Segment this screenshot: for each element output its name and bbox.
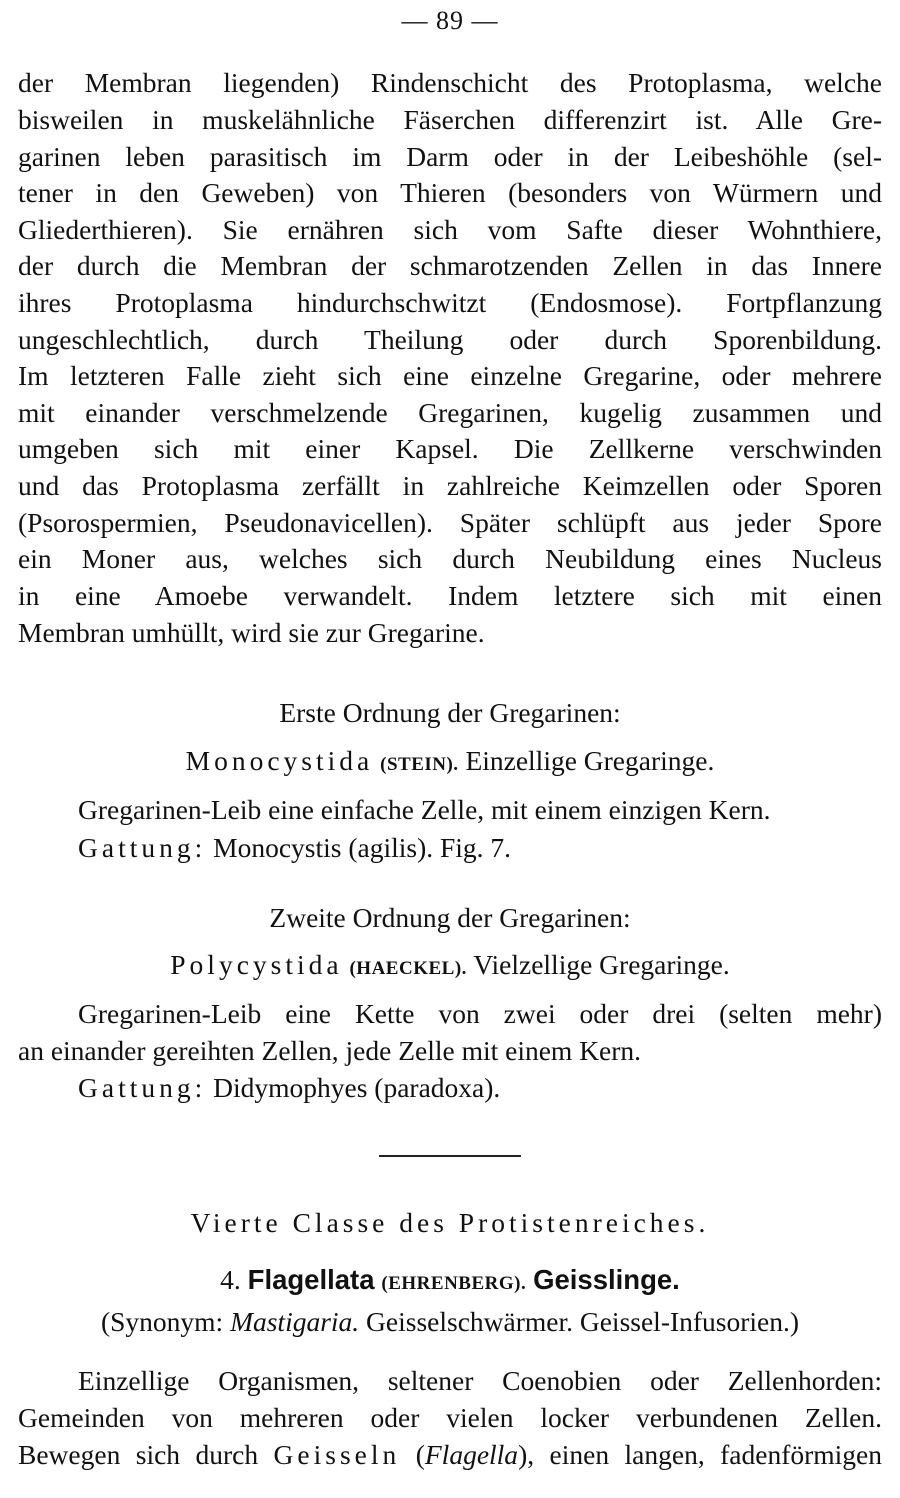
genus-line (78, 833, 882, 863)
synonym-line (0, 1306, 900, 1338)
taxon-author: (STEIN). (380, 754, 459, 775)
class-author: (EHRENBERG). (381, 1273, 527, 1294)
taxon-name: Monocystida (185, 745, 374, 776)
class-name: Flagellata (247, 1264, 375, 1295)
text-line: mit einander verschmelzende Gregarinen, kugelig zusammen und (18, 397, 882, 428)
synonym-label: (Synonym: (100, 1306, 224, 1337)
genus-name: Didymophyes (paradoxa). (213, 1072, 501, 1103)
class-heading: Vierte Classe des Protistenreiches. (190, 1207, 710, 1238)
text-line: ihres Protoplasma hindurchschwitzt (Endosmose). Fortpflanzung (18, 287, 882, 318)
emphasized-term: Geisseln (273, 1439, 401, 1470)
class-number: 4. (220, 1264, 241, 1295)
taxon-name: Polycystida (170, 949, 343, 980)
text-line: Einzellige Organismen, seltener Coenobien oder Zellenhorden: (78, 1365, 882, 1396)
text-line: Gliederthieren). Sie ernähren sich vom Safte dieser Wohnthiere, (18, 214, 882, 245)
text-line (18, 1440, 882, 1470)
text-fragment: (Flagella), einen langen, fadenförmigen (415, 1439, 883, 1470)
text-line: in eine Amoebe verwandelt. Indem letztere sich mit einen (18, 580, 882, 611)
text-line: garinen leben parasitisch im Darm oder in der Leibeshöhle (sel- (18, 141, 882, 172)
text-line: Gemeinden von mehreren oder vielen locker verbundenen Zellen. (18, 1402, 882, 1433)
text-line: der Membran liegenden) Rindenschicht des Protoplasma, welche (18, 67, 882, 98)
text-line: bisweilen in muskelähnliche Fäserchen differenzirt ist. Alle Gre- (18, 104, 882, 135)
text-line: und das Protoplasma zerfällt in zahlreiche Keimzellen oder Sporen (18, 470, 882, 501)
section-divider (379, 1155, 521, 1157)
taxon-author: (HAECKEL). (349, 958, 467, 979)
order-heading: Zweite Ordnung der Gregarinen: (269, 902, 631, 933)
text-line: tener in den Geweben) von Thieren (besonders von Würmern und (18, 177, 882, 208)
genus-label: Gattung: (78, 832, 207, 863)
genus-line (78, 1073, 882, 1103)
class-title (0, 1264, 900, 1296)
class-german-name: Geisslinge. (533, 1264, 680, 1295)
text-line: der durch die Membran der schmarotzenden Zellen in das Innere (18, 250, 882, 281)
order-title (0, 949, 900, 981)
synonym-rest: Geisselschwärmer. Geissel-Infusorien.) (366, 1306, 800, 1337)
text-line: umgeben sich mit einer Kapsel. Die Zellkerne verschwinden (18, 433, 882, 464)
order-description: an einander gereihten Zellen, jede Zelle mit einem Kern. (18, 1035, 642, 1066)
taxon-german-name: Vielzellige Gregaringe. (473, 949, 730, 980)
order-description: Gregarinen-Leib eine Kette von zwei oder drei (selten mehr) (78, 998, 882, 1029)
synonym-name: Mastigaria. (230, 1306, 360, 1337)
taxon-german-name: Einzellige Gregaringe. (465, 745, 715, 776)
text-line: Im letzteren Falle zieht sich eine einzelne Gregarine, oder mehrere (18, 360, 882, 391)
text-line: ein Moner aus, welches sich durch Neubildung eines Nucleus (18, 543, 882, 574)
text-line: Membran umhüllt, wird sie zur Gregarine. (18, 617, 485, 648)
text-line: (Psorospermien, Pseudonavicellen). Später schlüpft aus jeder Spore (18, 507, 882, 538)
page-number: — 89 — (401, 6, 499, 35)
text-fragment: Bewegen sich durch (18, 1439, 259, 1470)
genus-name: Monocystis (agilis). Fig. 7. (213, 832, 512, 863)
order-heading: Erste Ordnung der Gregarinen: (279, 697, 621, 728)
order-title (0, 745, 900, 777)
text-line: ungeschlechtlich, durch Theilung oder durch Sporenbildung. (18, 324, 882, 355)
order-description: Gregarinen-Leib eine einfache Zelle, mit einem einzigen Kern. (78, 794, 771, 825)
genus-label: Gattung: (78, 1072, 207, 1103)
